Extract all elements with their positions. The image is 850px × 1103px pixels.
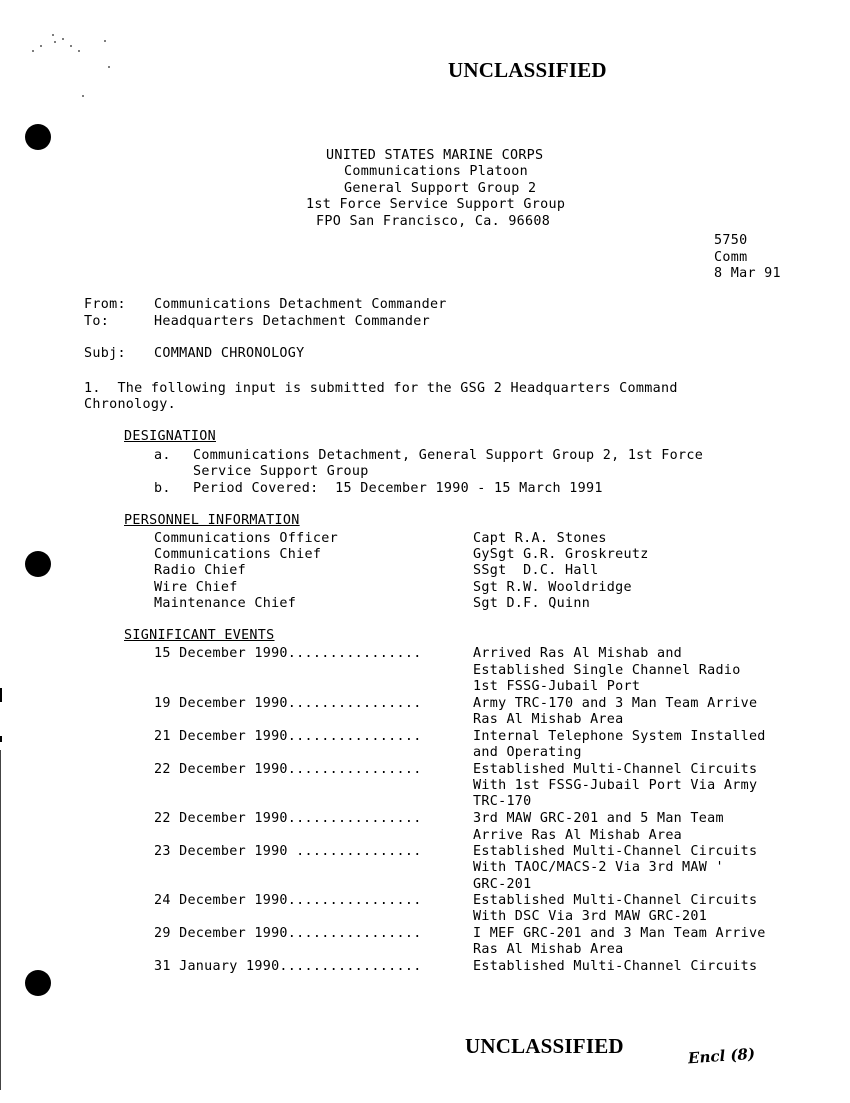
event-desc-line: Established Single Channel Radio <box>473 663 741 678</box>
personnel-title: Maintenance Chief <box>154 596 297 611</box>
event-desc-line: Established Multi-Channel Circuits <box>473 844 758 859</box>
designation-heading: DESIGNATION <box>124 429 216 444</box>
classification-top: UNCLASSIFIED <box>448 58 607 82</box>
memo-date: 8 Mar 91 <box>714 266 781 281</box>
personnel-title: Radio Chief <box>154 563 246 578</box>
event-desc-line: Established Multi-Channel Circuits <box>473 959 758 974</box>
event-desc-line: TRC-170 <box>473 794 532 809</box>
event-date: 21 December 1990................ <box>154 729 422 744</box>
event-date: 31 January 1990................. <box>154 959 422 974</box>
event-desc-line: With DSC Via 3rd MAW GRC-201 <box>473 909 708 924</box>
designation-item-b: Period Covered: 15 December 1990 - 15 March 1991 <box>193 481 603 496</box>
personnel-heading: PERSONNEL INFORMATION <box>124 513 300 528</box>
event-date: 19 December 1990................ <box>154 696 422 711</box>
event-desc-line: Ras Al Mishab Area <box>473 712 624 727</box>
from-value: Communications Detachment Commander <box>154 297 447 312</box>
personnel-title: Communications Chief <box>154 547 322 562</box>
punch-hole-middle <box>25 551 51 577</box>
personnel-name: Capt R.A. Stones <box>473 531 607 546</box>
designation-item-a-cont: Service Support Group <box>193 464 369 479</box>
subj-label: Subj: <box>84 346 126 361</box>
classification-bottom: UNCLASSIFIED <box>465 1034 624 1058</box>
from-label: From: <box>84 297 126 312</box>
letterhead-line: 1st Force Service Support Group <box>306 197 566 212</box>
event-desc-line: 3rd MAW GRC-201 and 5 Man Team <box>473 811 724 826</box>
designation-item-a: Communications Detachment, General Support Group 2, 1st Force <box>193 448 704 463</box>
event-desc-line: Established Multi-Channel Circuits <box>473 762 758 777</box>
personnel-name: GySgt G.R. Groskreutz <box>473 547 649 562</box>
punch-hole-bottom <box>25 970 51 996</box>
event-desc-line: Arrived Ras Al Mishab and <box>473 646 683 661</box>
letterhead-line: UNITED STATES MARINE CORPS <box>326 148 544 163</box>
event-desc-line: Established Multi-Channel Circuits <box>473 893 758 908</box>
scan-edge-mark <box>0 688 2 702</box>
event-desc-line: Ras Al Mishab Area <box>473 942 624 957</box>
event-desc-line: and Operating <box>473 745 582 760</box>
event-date: 29 December 1990................ <box>154 926 422 941</box>
scan-edge-line <box>0 750 1 1090</box>
to-label: To: <box>84 314 110 329</box>
event-date: 22 December 1990................ <box>154 762 422 777</box>
event-desc-line: Army TRC-170 and 3 Man Team Arrive <box>473 696 758 711</box>
event-date: 24 December 1990................ <box>154 893 422 908</box>
designation-item-b-marker: b. <box>154 481 171 496</box>
personnel-name: Sgt R.W. Wooldridge <box>473 580 632 595</box>
event-desc-line: Internal Telephone System Installed <box>473 729 766 744</box>
event-date: 22 December 1990................ <box>154 811 422 826</box>
punch-hole-top <box>25 124 51 150</box>
enclosure-mark: Encl (8) <box>687 1044 756 1068</box>
event-date: 15 December 1990................ <box>154 646 422 661</box>
event-desc-line: GRC-201 <box>473 877 532 892</box>
event-desc-line: With 1st FSSG-Jubail Port Via Army <box>473 778 758 793</box>
event-desc-line: 1st FSSG-Jubail Port <box>473 679 641 694</box>
paragraph-1-line: 1. The following input is submitted for the GSG 2 Headquarters Command <box>84 381 678 396</box>
personnel-title: Communications Officer <box>154 531 338 546</box>
letterhead-line: FPO San Francisco, Ca. 96608 <box>316 214 551 229</box>
scan-edge-mark <box>0 736 2 742</box>
personnel-title: Wire Chief <box>154 580 238 595</box>
office-code: Comm <box>714 250 748 265</box>
event-desc-line: With TAOC/MACS-2 Via 3rd MAW ' <box>473 860 724 875</box>
personnel-name: SSgt D.C. Hall <box>473 563 599 578</box>
subj-value: COMMAND CHRONOLOGY <box>154 346 305 361</box>
ssic-code: 5750 <box>714 233 748 248</box>
events-heading: SIGNIFICANT EVENTS <box>124 628 275 643</box>
event-date: 23 December 1990 ............... <box>154 844 422 859</box>
event-desc-line: Arrive Ras Al Mishab Area <box>473 828 683 843</box>
letterhead-line: Communications Platoon <box>344 164 528 179</box>
paragraph-1-line: Chronology. <box>84 397 176 412</box>
to-value: Headquarters Detachment Commander <box>154 314 430 329</box>
event-desc-line: I MEF GRC-201 and 3 Man Team Arrive <box>473 926 766 941</box>
designation-item-a-marker: a. <box>154 448 171 463</box>
personnel-name: Sgt D.F. Quinn <box>473 596 591 611</box>
letterhead-line: General Support Group 2 <box>344 181 537 196</box>
